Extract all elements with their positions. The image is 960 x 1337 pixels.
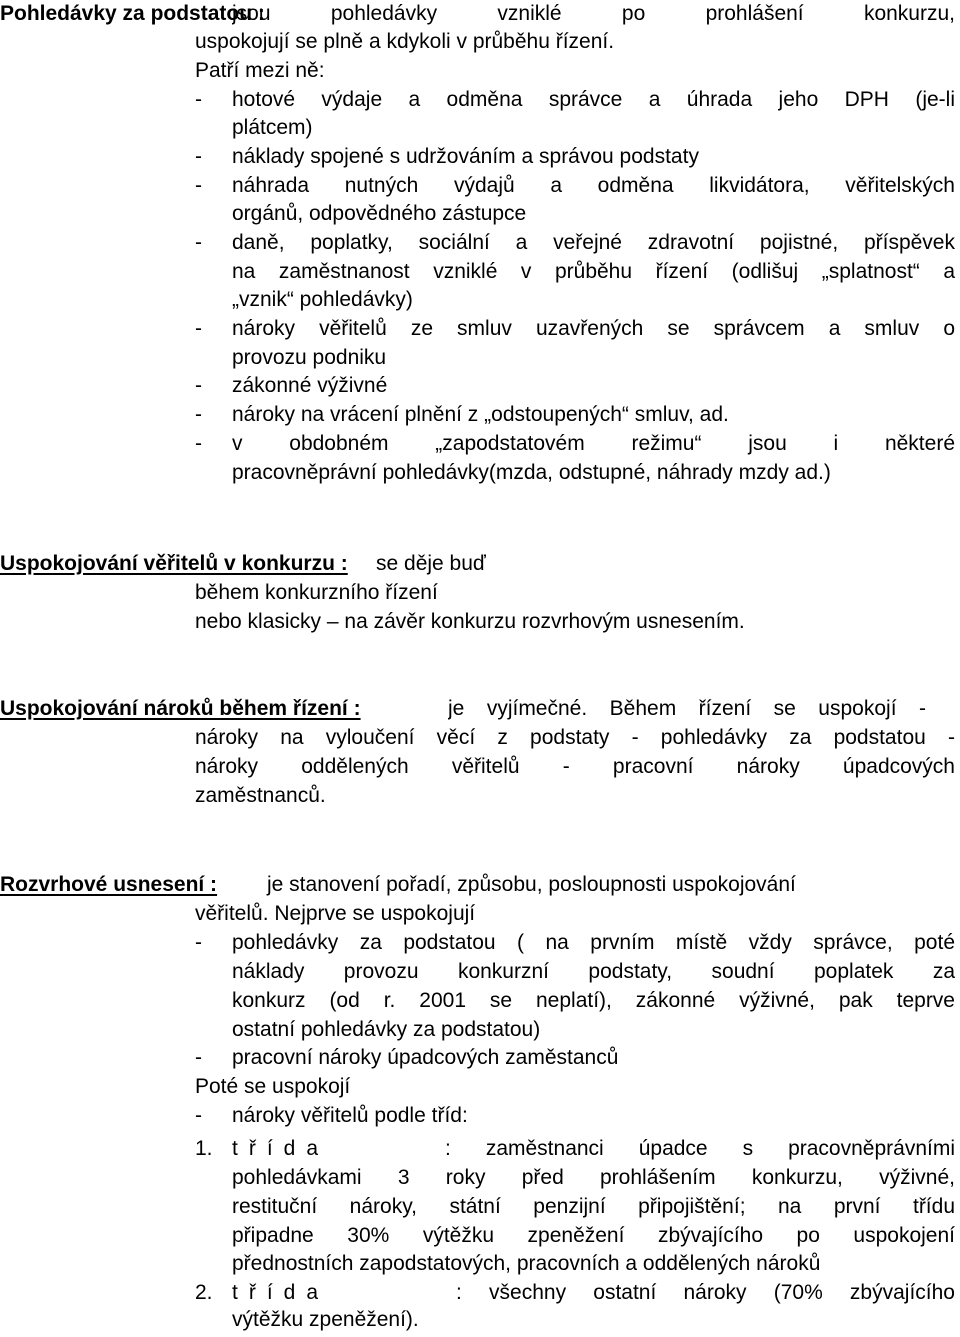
list-item-line: plátcem) — [232, 116, 313, 139]
list-dash: - — [195, 432, 202, 455]
heading-rozvrhove-usneseni: Rozvrhové usnesení : — [0, 873, 218, 896]
list-dash: - — [195, 374, 202, 397]
heading-uspokojovani-naroku: Uspokojování nároků během řízení : — [0, 697, 361, 720]
list-item-line: nároky na vrácení plnění z „odstoupených“ smluv, ad. — [232, 403, 729, 426]
behem-text-3: nároky oddělených věřitelů - pracovní nároky úpadcových — [195, 755, 955, 778]
rozvrhove-item-3: nároky věřitelů podle tříd: — [232, 1104, 468, 1127]
class-1-line: : zaměstnanci úpadce s pracovněprávními — [445, 1137, 955, 1160]
list-dash: - — [195, 231, 202, 254]
class-2-number: 2. — [195, 1281, 213, 1304]
uspokojovani-text-3: nebo klasicky – na závěr konkurzu rozvrhovým usnesením. — [195, 610, 745, 633]
list-item-line: v obdobném „zapodstatovém režimu“ jsou i některé — [232, 432, 955, 455]
rozvrhove-item-line: pohledávky za podstatou ( na prvním místě vždy správce, poté — [232, 931, 955, 954]
list-item-line: zákonné výživné — [232, 374, 388, 397]
list-dash: - — [195, 174, 202, 197]
list-item-line: orgánů, odpovědného zástupce — [232, 202, 527, 225]
class-2-line: : všechny ostatní nároky (70% zbývajícího — [456, 1281, 955, 1304]
list-dash: - — [195, 931, 202, 954]
rozvrhove-text-2: věřitelů. Nejprve se uspokojují — [195, 902, 476, 925]
list-dash: - — [195, 403, 202, 426]
uspokojovani-text-2: během konkurzního řízení — [195, 581, 438, 604]
list-item-line: daně, poplatky, sociální a veřejné zdravotní pojistné, příspěvek — [232, 231, 955, 254]
list-item-line: „vznik“ pohledávky) — [232, 288, 413, 311]
class-1-line: restituční nároky, státní penzijní připojištění; na první třídu — [232, 1195, 955, 1218]
rozvrhove-item-line: náklady provozu konkurzní podstaty, soudní poplatek za — [232, 960, 955, 983]
list-item-line: náklady spojené s udržováním a správou podstaty — [232, 145, 699, 168]
list-dash: - — [195, 317, 202, 340]
class-1-line: pohledávkami 3 roky před prohlášením konkurzu, výživné, — [232, 1166, 955, 1189]
class-1-line: přednostních zapodstatových, pracovních a oddělených nároků — [232, 1252, 821, 1275]
list-item-line: provozu podniku — [232, 346, 387, 369]
uspokojovani-text-1: se děje buď — [376, 552, 486, 575]
class-1-number: 1. — [195, 1137, 213, 1160]
rozvrhove-text-1: je stanovení pořadí, způsobu, posloupnosti uspokojování — [267, 873, 796, 896]
behem-text-4: zaměstnanců. — [195, 784, 326, 807]
intro-line-2: uspokojují se plně a kdykoli v průběhu řízení. — [195, 30, 615, 53]
list-dash: - — [195, 88, 202, 111]
list-item-line: náhrada nutných výdajů a odměna likvidátora, věřitelských — [232, 174, 955, 197]
behem-text-2: nároky na vyloučení věcí z podstaty - pohledávky za podstatou - — [195, 726, 955, 749]
class-1-word: třída — [232, 1137, 330, 1160]
heading-pohledavky-za-podstatou: Pohledávky za podstatou : — [0, 2, 265, 25]
class-2-line: výtěžku zpeněžení). — [232, 1308, 419, 1331]
rozvrhove-then: Poté se uspokojí — [195, 1075, 351, 1098]
behem-text-1: je vyjímečné. Během řízení se uspokojí - — [448, 697, 926, 720]
list-item-line: hotové výdaje a odměna správce a úhrada jeho DPH (je-li — [232, 88, 955, 111]
class-2-word: třída — [232, 1281, 330, 1304]
rozvrhove-item-line: ostatní pohledávky za podstatou) — [232, 1018, 541, 1041]
list-dash: - — [195, 1046, 202, 1069]
list-item-line: na zaměstnanost vzniklé v průběhu řízení (odlišuj „splatnost“ a — [232, 260, 955, 283]
class-1-line: připadne 30% výtěžku zpeněžení zbývajícího po uspokojení — [232, 1224, 955, 1247]
rozvrhove-item-2: pracovní nároky úpadcových zaměstanců — [232, 1046, 619, 1069]
list-item-line: nároky věřitelů ze smluv uzavřených se správcem a smluv o — [232, 317, 955, 340]
intro-line-1: jsou pohledávky vzniklé po prohlášení konkurzu, — [232, 2, 955, 25]
list-dash: - — [195, 145, 202, 168]
list-item-line: pracovněprávní pohledávky(mzda, odstupné, náhrady mzdy ad.) — [232, 461, 831, 484]
list-dash: - — [195, 1104, 202, 1127]
rozvrhove-item-line: konkurz (od r. 2001 se neplatí), zákonné výživné, pak teprve — [232, 989, 955, 1012]
intro-line-3: Patří mezi ně: — [195, 59, 325, 82]
heading-uspokojovani-veritelu: Uspokojování věřitelů v konkurzu : — [0, 552, 348, 575]
